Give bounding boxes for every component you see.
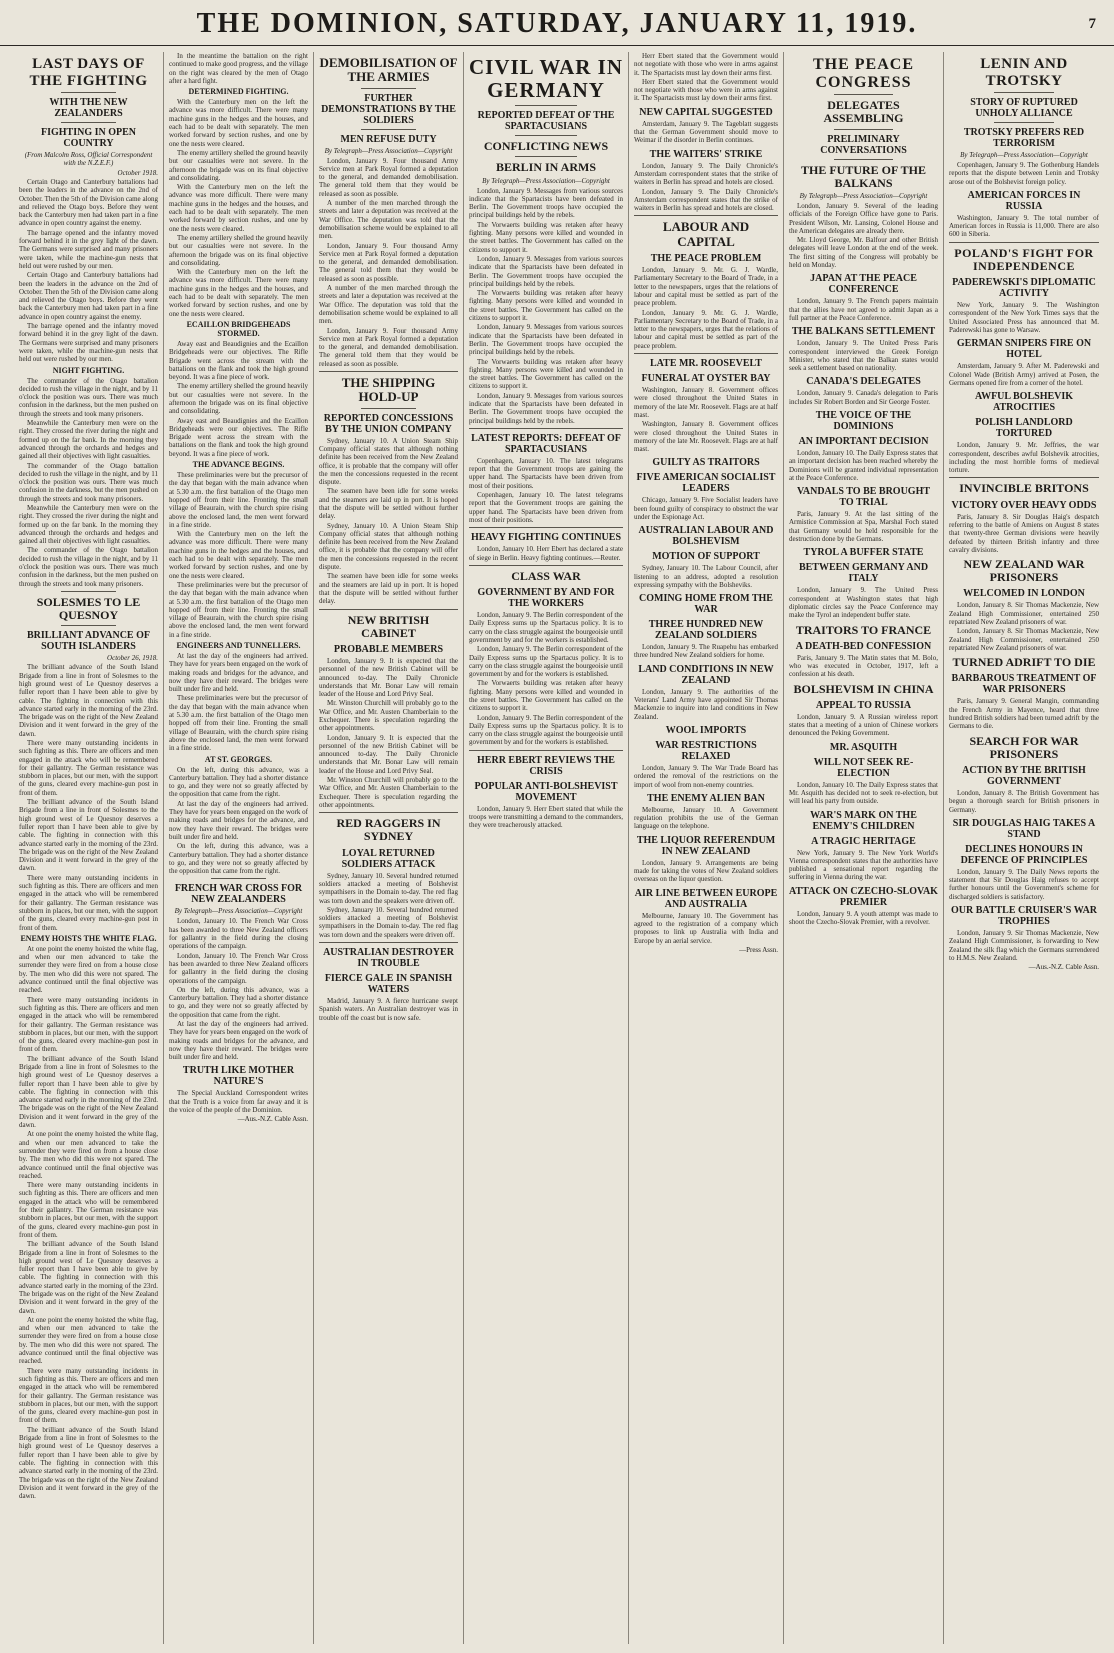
paragraph: The barrage opened and the infantry moved forward behind it in the grey light of the dawn. The Germans were surprised and many prisoners were taken, while the machine-gun nests that held out were rushed by our men. [19,322,158,364]
paragraph: Herr Ebert stated that the Government would not negotiate with those who were in arms against it. The Spartacists must lay down their arms first. [634,77,778,103]
headline: RED RAGGERS IN SYDNEY [336,816,441,844]
headline: LATE MR. ROOSEVELT [650,358,762,370]
headline: INVINCIBLE BRITONS [959,481,1089,496]
paragraph: Certain Otago and Canterbury battalions had been the leaders in the advance on the 2nd of October. Then the 5th of the Division came along and relieved the Otago boys. Before they went back the Canterbury men had taken part in a fine advance in open country against the enemy. [19,178,158,228]
subheadline: MOTION OF SUPPORT [652,551,760,563]
paragraph: The enemy artillery shelled the ground heavily but our casualties were not severe. In the afternoon the brigade was on its final objective and consolidating. [169,148,309,182]
subheadline: FIGHTING IN OPEN COUNTRY [40,127,136,149]
paragraph: London, January 9. The Daily Chronicle's Amsterdam correspondent states that the strike of waiters in Berlin has spread and hotels are closed. [634,187,778,213]
headline: NEW CAPITAL SUGGESTED [639,106,773,118]
paragraph: London, January 9. Four thousand Army Service men at Park Royal formed a deputation to the general, and demanded demobilisation. The general told them that they would be released as soon as possible. [319,241,458,283]
paragraph: New York, January 9. The New York World's Vienna correspondent states that the authorities have published a sensational report regarding the suffering in Vienna during the war. [789,848,938,882]
paragraph: Melbourne, January 10. The Government has agreed to the registration of a company which proposes to link up Australia with India and Europe by an aerial service. [634,911,778,945]
subheadline: PROBABLE MEMBERS [333,643,444,655]
headline: DEMOBILISATION OF THE ARMIES [319,55,458,85]
paragraph: The commander of the Otago battalion decided to rush the village in the night, and by 11 o'clock the position was ours. There was much confusion in the darkness, but the men pushed on through the streets and took many prisoners. [19,376,158,418]
paragraph: London, January 9. Messages from various sources indicate that the Spartacists have been defeated in Berlin. The Government troops have occupied the principal buildings held by the rebels. [469,323,623,357]
paragraph: There were many outstanding incidents in such fighting as this. There are officers and men engaged in the attack who will be remembered for their gallantry. The German resistance was stubborn in places, but our men, with the support of the guns, cleared every machine-gun post in front of them. [19,1366,158,1425]
paragraph: The Vorwaerts building was retaken after heavy fighting. Many persons were killed and wounded in the street battles. The Government has called on the citizens to support it. [469,289,623,323]
headline: THE BALKANS SETTLEMENT [791,326,936,338]
paragraph: London, January 9. Arrangements are being made for taking the votes of New Zealand soldiers overseas on the liquor question. [634,858,778,884]
paragraph: Amsterdam, January 9. The Tageblatt suggests that the German Government should move to Weimar if the disorder in Berlin continues. [634,119,778,145]
headline: HERR EBERT REVIEWS THE CRISIS [477,754,615,777]
headline: HEAVY FIGHTING CONTINUES [470,532,622,544]
headline: AUSTRALIAN DESTROYER IN TROUBLE [323,947,454,970]
headline: THE WAITERS' STRIKE [649,148,763,160]
paragraph: London, January 9. Four thousand Army Service men at Park Royal formed a deputation to the general, and demanded demobilisation. The general told them that they would be released as soon as possible. [319,326,458,368]
paragraph: London, January 10. The Daily Express states that Mr. Asquith has decided not to seek re-election, but will lead his party from outside. [789,780,938,806]
column-2 [164,52,314,1644]
section-subhead: AT ST. GEORGES. [204,754,273,764]
paragraph: A number of the men marched through the streets and later a deputation was received at the War Office. The deputation was told that the demobilisation scheme would be explained to all men. [319,284,458,326]
subheadline: A DEATH-BED CONFESSION [795,640,932,652]
subheadline: BERLIN IN ARMS [495,160,597,175]
paragraph: London, January 9. Canada's delegation to Paris includes Sir Robert Borden and Sir George Foster. [789,389,938,406]
paragraph: New York, January 9. The Washington correspondent of the New York Times says that the United Associated Press has announced that M. Paderewski has gone to Warsaw. [949,301,1099,335]
paragraph: London, January 9. Mr. G. J. Wardle, Parliamentary Secretary to the Board of Trade, in a letter to the newspapers, urges that the relations of labour and capital must be settled as part of the peace problem. [634,266,778,308]
paragraph: London, January 9. The Ruapehu has embarked three hundred New Zealand soldiers for home. [634,643,778,660]
paragraph: The Special Auckland Correspondent writes that the Truth is a voice from far away and it is the voice of the people of the Dominion. [169,1089,308,1115]
paragraph: London, January 9. The Berlin correspondent of the Daily Express sums up the Spartacus policy. It is to carry on the class struggle against the bourgeoisie until government by and for the workers is established. [469,611,623,644]
byline: By Telegraph—Press Association—Copyright [174,907,303,916]
subheadline: STORY OF RUPTURED UNHOLY ALLIANCE [970,97,1078,119]
paragraph: There were many outstanding incidents in such fighting as this. There are officers and men engaged in the attack who will be remembered for their gallantry. The German resistance was stubborn in places, but our men, with the support of the guns, cleared every machine-gun post in front of them. [19,995,158,1054]
subheadline: BRILLIANT ADVANCE OF SOUTH ISLANDERS [27,630,150,653]
paragraph: The Vorwaerts building was retaken after heavy fighting. Many persons were killed and wounded in the street battles. The Government has called on the citizens to support it. [469,679,623,713]
subheadline: PRELIMINARY CONVERSATIONS [820,133,907,156]
paragraph: London, January 9. Several of the leading officials of the Foreign Office have gone to Paris. President Wilson, Mr. Lansing, Colonel House and the American delegates are already there. [789,201,938,235]
headline: LATEST REPORTS: DEFEAT OF SPARTACUSIANS [471,432,621,455]
headline: THE VOICE OF THE DOMINIONS [815,409,912,432]
subheadline: REPORTED CONCESSIONS BY THE UNION COMPANY [323,412,454,435]
subheadline: GOVERNMENT BY AND FOR THE WORKERS [477,587,615,610]
paragraph: London, January 9. Mr. Jeffries, the war correspondent, describes awful Bolshevik atrocities, including the most horrible forms of medieval torture. [949,441,1099,475]
paragraph: Mr. Winston Churchill will probably go to the War Office, and Mr. Austen Chamberlain to the Exchequer. There is speculation regarding the other appointments. [319,699,458,733]
paragraph: Washington, January 8. Government offices were closed throughout the United States in memory of the late Mr. Roosevelt. Flags are at half mast. [634,386,778,419]
subheadline: BETWEEN GERMANY AND ITALY [798,562,929,585]
paragraph: Certain Otago and Canterbury battalions had been the leaders in the advance on the 2nd of October. Then the 5th of the Division came along and relieved the Otago boys. Before they went back the Canterbury men had taken part in a fine advance in open country against the enemy. [19,271,158,321]
headline: SOLESMES TO LE QUESNOY [36,594,141,623]
byline: By Telegraph—Press Association—Copyright [324,146,453,155]
section-subhead: ENEMY HOISTS THE WHITE FLAG. [20,933,157,943]
subheadline: POPULAR ANTI-BOLSHEVIST MOVEMENT [474,780,618,803]
paragraph: London, January 9. Four thousand Army Service men at Park Royal formed a deputation to the general, and demanded demobilisation. The general told them that they would be released as soon as possible. [319,156,458,198]
headline: GUILTY AS TRAITORS [652,457,760,469]
paragraph: Melbourne, January 10. A Government regulation prohibits the use of the German language on the telephone. [634,805,778,831]
paragraph: Chicago, January 9. Five Socialist leaders have been found guilty of conspiracy to obstruct the war under the Espionage Act. [634,496,778,521]
paragraph: The commander of the Otago battalion decided to rush the village in the night, and by 11 o'clock the position was ours. There was much confusion in the darkness, but the men pushed on through the streets and took many prisoners. [19,546,158,588]
section-subhead: ECAILLON BRIDGEHEADS STORMED. [186,319,291,338]
paragraph: London, January 9. A youth attempt was made to shoot the Czecho-Slovak Premier, with a revolver. [789,909,938,927]
subheadline: DELEGATES ASSEMBLING [823,98,904,126]
headline: VANDALS TO BE BROUGHT TO TRIAL [796,486,931,509]
paragraph: Sydney, January 10. The Labour Council, after listening to an address, adopted a resolution expressing sympathy with the Bolsheviks. [634,564,778,589]
column-5 [629,52,784,1644]
subheadline: TROTSKY PREFERS RED TERRORISM [963,127,1085,149]
headline: LENIN AND TROTSKY [980,56,1068,89]
paragraph: London, January 9. It is expected that the personnel of the new British Cabinet will be announced to-day. The Daily Chronicle understands that Mr. Bonar Law will remain leader of the House and Lord Privy Seal. [319,656,458,699]
byline: By Telegraph—Press Association—Copyright [482,176,610,185]
paragraph: Sydney, January 10. A Union Steam Ship Company official states that although nothing definite has been received from the New Zealand office, it is probable that the company will offer the men the concessions requested in the recent dispute. [319,436,458,487]
headline: AWFUL BOLSHEVIK ATROCITIES [974,391,1074,414]
paragraph: With the Canterbury men on the left the advance was more difficult. There were many machine guns in the hedges and the houses, and each had to be dealt with separately. The men worked forward by section rushes, and one by one the nests were cleared. [169,530,308,580]
paragraph: The enemy artillery shelled the ground heavily but our casualties were not severe. In the afternoon the brigade was on its final objective and consolidating. [169,233,309,267]
paragraph: At one point the enemy hoisted the white flag, and when our men advanced to take the surrender they were fired on from a house close by. The men who did this were not spared. The advance continued until the final objective was reached. [19,1315,158,1366]
paragraph: On the left, during this advance, was a Canterbury battalion. They had a shorter distance to go, and they were not so greatly affected by the opposition that came from the right. [169,985,308,1019]
paragraph: London, January 9. The Daily Chronicle's Amsterdam correspondent states that the strike of waiters in Berlin has spread and hotels are closed. [634,161,778,187]
subheadline: DECLINES HONOURS IN DEFENCE OF PRINCIPLES [960,843,1088,866]
headline: LAND CONDITIONS IN NEW ZEALAND [638,663,774,686]
headline: LAST DAYS OF THE FIGHTING [29,56,148,89]
section-subhead: NIGHT FIGHTING. [52,365,125,375]
paragraph: Madrid, January 9. A fierce hurricane swept Spanish waters. An Australian destroyer was in trouble off the coast but is now safe. [319,997,458,1022]
paragraph: Copenhagen, January 9. The Gothenburg Handels reports that the dispute between Lenin and Trotsky arose out of the Bolshevist foreign policy. [949,161,1099,186]
paragraph: There were many outstanding incidents in such fighting as this. There are officers and men engaged in the attack who will be remembered for their gallantry. The German resistance was stubborn in places, but our men, with the support of the guns, cleared every machine-gun post in front of them. [19,873,158,932]
paragraph: There were many outstanding incidents in such fighting as this. There are officers and men engaged in the attack who will be remembered for their gallantry. The German resistance was stubborn in places, but our men, with the support of the guns, cleared every machine-gun post in front of them. [19,739,158,797]
paragraph: With the Canterbury men on the left the advance was more difficult. There were many machine guns in the hedges and the houses, and each had to be dealt with separately. The men worked forward by section rushes, and one by one the nests were cleared. [169,98,308,148]
page-columns [14,52,1104,1644]
paragraph: On the left, during this advance, was a Canterbury battalion. They had a shorter distance to go, and they were not so greatly affected by the opposition that came from the right. [169,842,308,876]
dateline: October 1918. [117,169,158,177]
subheadline: THREE HUNDRED NEW ZEALAND SOLDIERS [648,619,764,642]
paragraph: The brilliant advance of the South Island Brigade from a line in front of Solesmes to the high ground west of Le Quesnoy deserves a fuller report than I have been able to give by cable. The fighting in connection with this advance started early in the morning of the 23rd. The brigade was on the right of the New Zealand Division and it went forward in the grey of the dawn. [19,1240,158,1315]
paragraph: Sydney, January 10. Several hundred returned soldiers attacked a meeting of Bolshevist sympathisers in the Domain to-day. The red flag was torn down and the speakers were driven off. [319,905,458,939]
headline: FRENCH WAR CROSS FOR NEW ZEALANDERS [174,883,303,906]
paragraph: A number of the men marched through the streets and later a deputation was received at the War Office. The deputation was told that the demobilisation scheme would be explained to all men. [319,199,458,241]
headline: COMING HOME FROM THE WAR [639,593,773,616]
paragraph: The brilliant advance of the South Island Brigade from a line in front of Solesmes to the high ground west of Le Quesnoy deserves a fuller report than I have been able to give by cable. The fighting in connection with this advance started early in the morning of the 23rd. The brigade was on the right of the New Zealand Division and it went forward in the grey of the dawn. [19,798,158,873]
paragraph: Paris, January 9. General Mangin, commanding the French Army in Mayence, heard that three hundred British soldiers had been turned adrift by the Germans to die. [949,697,1099,731]
paragraph: London, January 9. The French papers maintain that the allies have not agreed to admit Japan as a full partner at the Peace Conference. [789,297,938,322]
section-subhead: THE ADVANCE BEGINS. [192,460,285,470]
headline: CIVIL WAR IN GERMANY [469,55,623,103]
paragraph: London, January 9. Messages from various sources indicate that the Spartacists have been defeated in Berlin. The Government troops have occupied the principal buildings held by the rebels. [469,186,623,220]
headline: TRAITORS TO FRANCE [795,622,932,637]
headline: AIR LINE BETWEEN EUROPE AND AUSTRALIA [634,887,778,910]
subheadline: THE FUTURE OF THE BALKANS [800,162,927,190]
subheadline: FIERCE GALE IN SPANISH WATERS [324,973,453,996]
paragraph: London, January 9. The War Trade Board has ordered the removal of the restrictions on the import of wool from non-enemy countries. [634,763,778,789]
column-3 [314,52,464,1644]
subheadline: FIVE AMERICAN SOCIALIST LEADERS [636,472,776,495]
cable-signature: —Press Assn. [739,945,778,954]
subheadline: FUNERAL AT OYSTER BAY [641,373,771,385]
paragraph: Away east and Beaudignies and the Ecaillon Bridgeheads were our objectives. The Rifle Brigade went across the stream with the battalions on the flank and took the high ground beyond. It was a fine piece of work. [169,416,308,458]
paragraph: London, January 9. The Berlin correspondent of the Daily Express sums up the Spartacus policy. It is to carry on the class struggle against the bourgeoisie until government by and for the workers is established. [469,645,623,679]
masthead [0,0,1114,46]
paragraph: The Vorwaerts building was retaken after heavy fighting. Many persons were killed and wounded in the street battles. The Government has called on the citizens to support it. [469,357,623,391]
headline: TURNED ADRIFT TO DIE [952,655,1096,670]
subheadline: BARBAROUS TREATMENT OF WAR PRISONERS [951,673,1097,696]
headline: THE SHIPPING HOLD-UP [341,375,436,405]
subheadline: WILL NOT SEEK RE-ELECTION [813,756,914,779]
headline: AUSTRALIAN LABOUR AND BOLSHEVISM [638,525,774,548]
paragraph: London, January 9. Messages from various sources indicate that the Spartacists have been defeated in Berlin. The Government troops have occupied the principal buildings held by the rebels. [469,254,623,288]
paragraph: Meanwhile the Canterbury men were on the right. They crossed the river during the night and formed up on the far bank. In the morning they advanced through the orchards and hedges and gained all their objectives with light casualties. [19,419,158,461]
dateline: October 26, 1918. [107,654,158,663]
paragraph: Herr Ebert stated that the Government would not negotiate with those who were in arms against it. The Spartacists must lay down their arms first. [634,52,778,77]
byline: By Telegraph—Press Association—Copyright [799,191,928,200]
paragraph: London, January 10. The Daily Express states that an important decision has been reached whereby the Dominions will be granted individual representation at the Peace Conference. [789,448,938,482]
paragraph: The brilliant advance of the South Island Brigade from a line in front of Solesmes to the high ground west of Le Quesnoy deserves a fuller report than I have been able to give by cable. The fighting in connection with this advance started early in the morning of the 23rd. The brigade was on the right of the New Zealand Division and it went forward in the grey of the dawn. [19,1425,158,1501]
paragraph: London, January 9. It is expected that the personnel of the new British Cabinet will be announced to-day. The Daily Chronicle understands that Mr. Bonar Law will remain leader of the House and Lord Privy Seal. [319,733,458,775]
paragraph: London, January 9. Mr. G. J. Wardle, Parliamentary Secretary to the Board of Trade, in a letter to the newspapers, urges that the relations of labour and capital must be settled as part of the peace problem. [634,308,778,350]
subheadline: APPEAL TO RUSSIA [815,699,912,711]
subheadline: POLISH LANDLORD TORTURED [975,417,1073,440]
section-subhead: DETERMINED FIGHTING. [188,87,289,97]
headline: THE LIQUOR REFERENDUM IN NEW ZEALAND [636,834,776,857]
headline: AMERICAN FORCES IN RUSSIA [967,189,1081,212]
column-4 [464,52,629,1644]
paragraph: Copenhagen, January 10. The latest telegrams report that the Government troops are gaining the upper hand. The Spartacists have been driven from most of their positions. [469,491,623,524]
paragraph: The enemy artillery shelled the ground heavily but our casualties were not severe. In the afternoon the brigade was on its final objective and consolidating. [169,382,309,416]
headline: THE PEACE CONGRESS [812,56,914,91]
headline: WOOL IMPORTS [665,724,747,736]
paragraph: London, January 10. Herr Ebert has declared a state of siege in Berlin. Heavy fighting continues.—Reuter. [469,545,623,562]
paragraph: London, January 8. The British Government has begun a thorough search for British prisoners in Germany. [949,789,1099,814]
paragraph: In the meantime the battalion on the right continued to make good progress, and the village on the right was cleared by the men of Otago after a hard fight. [169,52,308,85]
subheadline: ACTION BY THE BRITISH GOVERNMENT [962,765,1086,787]
subheadline: A TRAGIC HERITAGE [811,835,916,847]
cable-signature: —Aus.-N.Z. Cable Assn. [237,1115,308,1124]
paragraph: London, January 9. The Daily News reports the statement that Sir Douglas Haig refuses to accept further honours until the Government's scheme for discharged soldiers is satisfactory. [949,867,1099,901]
paragraph: At last the day of the engineers had arrived. They have for years been engaged on the work of making roads and bridges for the advance, and now they have their reward. The bridges were built under fire and held. [169,652,308,694]
paragraph: London, January 10. The French War Cross has been awarded to three New Zealand officers for gallantry in the field during the closing operations of the campaign. [169,951,308,985]
headline: MR. ASQUITH [829,741,898,753]
paragraph: The barrage opened and the infantry moved forward behind it in the grey light of the dawn. The Germans were surprised and many prisoners were taken, while the machine-gun nests that held out were rushed by our men. [19,228,158,270]
byline: By Telegraph—Press Association—Copyright [960,151,1088,159]
headline: NEW ZEALAND WAR PRISONERS [963,557,1085,585]
paragraph: These preliminaries were but the precursor of the day that began with the main advance when at 5.30 a.m. the first battalion of the Otago men hopped off from their line. Fronting the small village of Beaurain, with the church spire rising above the enclosed land, the men went forward in a fine stride. [169,694,308,753]
paragraph: The Vorwaerts building was retaken after heavy fighting. Many persons were killed and wounded in the street battles. The Government has called on the citizens to support it. [469,220,623,254]
headline: TRUTH LIKE MOTHER NATURE'S [182,1065,295,1088]
paragraph: London, January 8. Sir Thomas Mackenzie, New Zealand High Commissioner, entertained 250 repatriated New Zealand prisoners of war. [949,601,1099,627]
column-6 [784,52,944,1644]
subheadline: LOYAL RETURNED SOLDIERS ATTACK [341,847,436,870]
paragraph: Washington, January 9. The total number of American forces in Russia is 11,000. There are also 600 in Siberia. [949,213,1099,239]
headline: BOLSHEVISM IN CHINA [793,681,934,696]
paragraph: With the Canterbury men on the left the advance was more difficult. There were many machine guns in the hedges and the houses, and each had to be dealt with separately. The men worked forward by section rushes, and one by one the nests were cleared. [169,268,308,318]
paragraph: Mr. Lloyd George, Mr. Balfour and other British delegates will leave London at the end of the week. The first sitting of the Congress will probably be held on Monday. [789,236,938,270]
paragraph: London, January 9. The authorities of the Veterans' Land Army have appointed Sir Thomas Mackenzie to inquire into land conditions in New Zealand. [634,687,778,721]
paragraph: At last the day of the engineers had arrived. They have for years been engaged on the work of making roads and bridges for the advance, and now they have their reward. The bridges were built under fire and held. [169,799,308,841]
headline: TYROL A BUFFER STATE [803,547,924,559]
paragraph: Mr. Winston Churchill will probably go to the War Office, and Mr. Austen Chamberlain to the Exchequer. There is speculation regarding the other appointments. [319,776,458,809]
paragraph: Copenhagen, January 10. The latest telegrams report that the Government troops are gaining the upper hand. The Spartacists have been driven from most of their positions. [469,456,623,490]
paragraph: London, January 9. The United Press correspondent at Washington states that high diplomatic circles say the Peace Conference may make the Tyrol an independent buffer state. [789,586,938,620]
subheadline: WELCOMED IN LONDON [963,588,1085,600]
headline: WAR'S MARK ON THE ENEMY'S CHILDREN [810,809,917,832]
column-7 [944,52,1104,1644]
headline: GERMAN SNIPERS FIRE ON HOTEL [956,338,1092,361]
paragraph: Away east and Beaudignies and the Ecaillon Bridgeheads were our objectives. The Rifle Brigade went across the stream with the battalions on the flank and took the high ground beyond. It was a fine piece of work. [169,339,308,382]
headline: ATTACK ON CZECHO-SLOVAK PREMIER [789,885,938,908]
headline: THE ENEMY ALIEN BAN [647,792,765,804]
paragraph: Sydney, January 10. Several hundred returned soldiers attacked a meeting of Bolshevist sympathisers in the Domain to-day. The red flag was torn down and the speakers were driven off. [319,871,458,905]
paragraph: Amsterdam, January 9. After M. Paderewski and Colonel Wade (British Army) arrived at Posen, the Germans opened fire from a corner of the hotel. [949,362,1099,387]
newspaper-title: THE DOMINION, SATURDAY, JANUARY 11, 1919. [196,8,918,39]
subheadline: AN IMPORTANT DECISION [798,435,929,447]
subheadline: CONFLICTING NEWS [483,139,609,154]
byline: (From Malcolm Ross, Official Correspondent with the N.Z.E.F.) [24,151,153,167]
subheadline: PADEREWSKI'S DIPLOMATIC ACTIVITY [952,277,1096,300]
subheadline: MEN REFUSE DUTY [340,133,437,145]
column-1 [14,52,164,1644]
paragraph: The brilliant advance of the South Island Brigade from a line in front of Solesmes to the high ground west of Le Quesnoy deserves a fuller report than I have been able to give by cable. The fighting in connection with this advance started early in the morning of the 23rd. The brigade was on the right of the New Zealand Division and it went forward in the grey of the dawn. [19,1054,158,1130]
paragraph: Washington, January 8. Government offices were closed throughout the United States in memory of the late Mr. Roosevelt. Flags are at half mast. [634,420,778,454]
paragraph: London, January 8. Sir Thomas Mackenzie, New Zealand High Commissioner, entertained 250 repatriated New Zealand prisoners of war. [949,627,1099,652]
paragraph: London, January 9. The Berlin correspondent of the Daily Express sums up the Spartacus policy. It is to carry on the class struggle against the bourgeoisie until government by and for the workers is established. [469,713,623,747]
paragraph: Meanwhile the Canterbury men were on the right. They crossed the river during the night and formed up on the far bank. In the morning they advanced through the orchards and hedges and gained all their objectives with light casualties. [19,503,158,546]
headline: SEARCH FOR WAR PRISONERS [969,733,1079,761]
subheadline: THE PEACE PROBLEM [650,253,762,265]
paragraph: The seamen have been idle for some weeks and the steamers are laid up in port. It is hoped that the dispute will be settled without further delay. [319,487,458,521]
headline: OUR BATTLE CRUISER'S WAR TROPHIES [950,905,1098,928]
paragraph: With the Canterbury men on the left the advance was more difficult. There were many machine guns in the hedges and the houses, and each had to be dealt with separately. The men worked forward by section rushes, and one by one the nests were cleared. [169,183,308,233]
headline: POLAND'S FIGHT FOR INDEPENDENCE [954,245,1094,273]
paragraph: London, January 9. Sir Thomas Mackenzie, New Zealand High Commissioner, is forwarding to New Zealand the silk flag which the Germans surrendered to H.M.S. New Zealand. [949,929,1099,962]
paragraph: The brilliant advance of the South Island Brigade from a line in front of Solesmes to the high ground west of Le Quesnoy deserves a fuller report than I have been able to give by cable. The fighting in connection with this advance started early in the morning of the 23rd. The brigade was on the right of the New Zealand Division and it went forward in the grey of the dawn. [19,663,158,738]
paragraph: At last the day of the engineers had arrived. They have for years been engaged on the work of making roads and bridges for the advance, and now they have their reward. The bridges were built under fire and held. [169,1019,308,1062]
cable-signature: —Aus.-N.Z. Cable Assn. [1028,963,1099,972]
paragraph: Paris, January 9. At the last sitting of the Armistice Commission at Spa, Marshal Foch stated that Germany would be held responsible for the destruction done by the Germans. [789,510,938,544]
paragraph: London, January 9. Messages from various sources indicate that the Spartacists have been defeated in Berlin. The Government troops have occupied the principal buildings held by the rebels. [469,391,623,425]
paragraph: On the left, during this advance, was a Canterbury battalion. They had a shorter distance to go, and they were not so greatly affected by the opposition that came from the right. [169,765,308,799]
paragraph: At one point the enemy hoisted the white flag, and when our men advanced to take the surrender they were fired on from a house close by. The men who did this were not spared. The advance continued until the final objective was reached. [19,944,158,995]
subheadline: WAR RESTRICTIONS RELAXED [655,739,757,762]
paragraph: These preliminaries were but the precursor of the day that began with the main advance when at 5.30 a.m. the first battalion of the Otago men hopped off from their line. Fronting the small village of Beaurain, with the church spire rising above the enclosed land, the men went forward in a fine stride. [169,471,308,529]
paragraph: There were many outstanding incidents in such fighting as this. There are officers and men engaged in the attack who will be remembered for their gallantry. The German resistance was stubborn in places, but our men, with the support of the guns, cleared every machine-gun post in front of them. [19,1181,158,1239]
paragraph: The commander of the Otago battalion decided to rush the village in the night, and by 11 o'clock the position was ours. There was much confusion in the darkness, but the men pushed on through the streets and took many prisoners. [19,461,158,503]
paragraph: Paris, January 9. The Matin states that M. Bolo, who was executed in October, 1917, left a confession at his death. [789,653,938,679]
paragraph: These preliminaries were but the precursor of the day that began with the main advance when at 5.30 a.m. the first battalion of the Otago men hopped off from their line. Fronting the small village of Beaurain, with the church spire rising above the enclosed land, the men went forward in a fine stride. [169,580,308,639]
page-number-right: 7 [1088,16,1096,32]
paragraph: The seamen have been idle for some weeks and the steamers are laid up in port. It is hoped that the dispute will be settled without further delay. [319,572,458,606]
paragraph: London, January 9. A Russian wireless report states that a meeting of a union of Chinese workers denounced the Peking Government. [789,712,938,738]
headline: JAPAN AT THE PEACE CONFERENCE [810,273,917,296]
headline: SIR DOUGLAS HAIG TAKES A STAND [952,817,1096,840]
subheadline: VICTORY OVER HEAVY ODDS [951,499,1097,511]
paragraph: London, January 10. The French War Cross has been awarded to three New Zealand officers for gallantry in the field during the closing operations of the campaign. [169,917,308,951]
paragraph: Sydney, January 10. A Union Steam Ship Company official states that although nothing definite has been received from the New Zealand office, it is probable that the company will offer the men the concessions requested in the recent dispute. [319,521,458,572]
paragraph: London, January 9. Herr Ebert stated that while the troops were transmitting a demand to the commanders, they were treacherously attacked. [469,804,623,830]
headline: CLASS WAR [511,568,581,583]
subheadline: WITH THE NEW ZEALANDERS [49,97,128,119]
section-subhead: ENGINEERS AND TUNNELLERS. [176,641,301,650]
headline: NEW BRITISH CABINET [347,612,430,640]
paragraph: London, January 9. The United Press Paris correspondent interviewed the Greek Foreign Minister, who stated that the Balkan states would seek a settlement based on nationality. [789,339,938,373]
paragraph: At one point the enemy hoisted the white flag, and when our men advanced to take the surrender they were fired on from a house close by. The men who did this were not spared. The advance continued until the final objective was reached. [19,1130,158,1180]
subheadline: REPORTED DEFEAT OF THE SPARTACUSIANS [477,110,615,133]
headline: CANADA'S DELEGATES [806,376,921,388]
paragraph: Paris, January 8. Sir Douglas Haig's despatch referring to the battle of Amiens on August 8 states that twenty-three German divisions were heavily defeated by thirteen British infantry and three cavalry divisions. [949,512,1099,554]
subheadline: FURTHER DEMONSTRATIONS BY THE SOLDIERS [321,92,456,126]
headline: LABOUR AND CAPITAL [662,219,750,249]
